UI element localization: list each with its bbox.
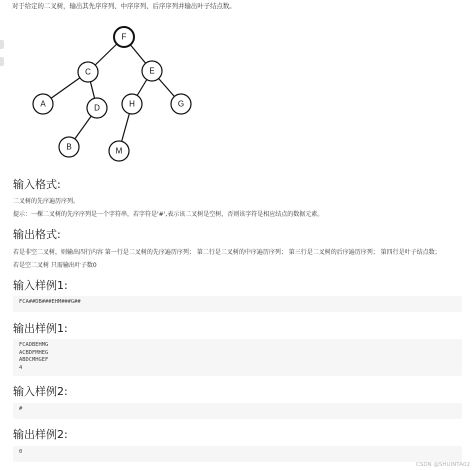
input-sample-2-heading: 输入样例2:	[13, 385, 68, 398]
problem-intro: 对于给定的二叉树，输出其先序序列、中序序列、后序序列并输出叶子结点数。	[12, 2, 236, 10]
input-format-text: 二叉树的先序遍历序列。	[13, 198, 80, 205]
tree-label-f: F	[121, 32, 127, 42]
output-sample-1-code[interactable]: FCADBEHMG ACBDFMHEG ABDCMHGEF 4	[13, 339, 462, 376]
output-sample-2-heading: 输出样例2:	[13, 428, 68, 441]
input-sample-1-code[interactable]: FCA##DB###EHM###G##	[13, 296, 462, 312]
tree-label-a: A	[40, 99, 46, 109]
output-format-heading: 输出格式:	[13, 228, 61, 241]
input-format-heading: 输入格式:	[13, 178, 61, 191]
tree-label-c: C	[85, 67, 91, 77]
tree-label-h: H	[129, 99, 135, 109]
output-format-text: 若是非空二叉树，则输出四行内容 第一行是二叉树的先序遍历序列； 第二行是二叉树的中序遍历序列； 第三行是二叉树的后序遍历序列； 第四行是叶子结点数；	[13, 249, 441, 256]
tree-label-m: M	[115, 146, 123, 156]
output-format-empty-text: 若是空二叉树 只需输出叶子数0	[13, 262, 97, 269]
input-format-hint: 提示：一棵二叉树的先序序列是一个字符串，若字符是'#',表示该二叉树是空树，否则该字符是相应结点的数据元素。	[13, 211, 324, 218]
input-sample-1-heading: 输入样例1:	[13, 279, 68, 292]
csdn-watermark: CSDN @SHUINTA02	[415, 462, 470, 468]
tree-label-d: D	[94, 103, 100, 113]
binary-tree-diagram	[0, 0, 474, 170]
tree-label-g: G	[177, 99, 185, 109]
tree-label-b: B	[66, 142, 72, 152]
tree-edges	[43, 37, 181, 151]
input-sample-2-code[interactable]: #	[13, 403, 462, 419]
output-sample-1-heading: 输出样例1:	[13, 322, 68, 335]
tree-label-e: E	[149, 66, 155, 76]
output-sample-2-code[interactable]: 0	[13, 446, 462, 462]
